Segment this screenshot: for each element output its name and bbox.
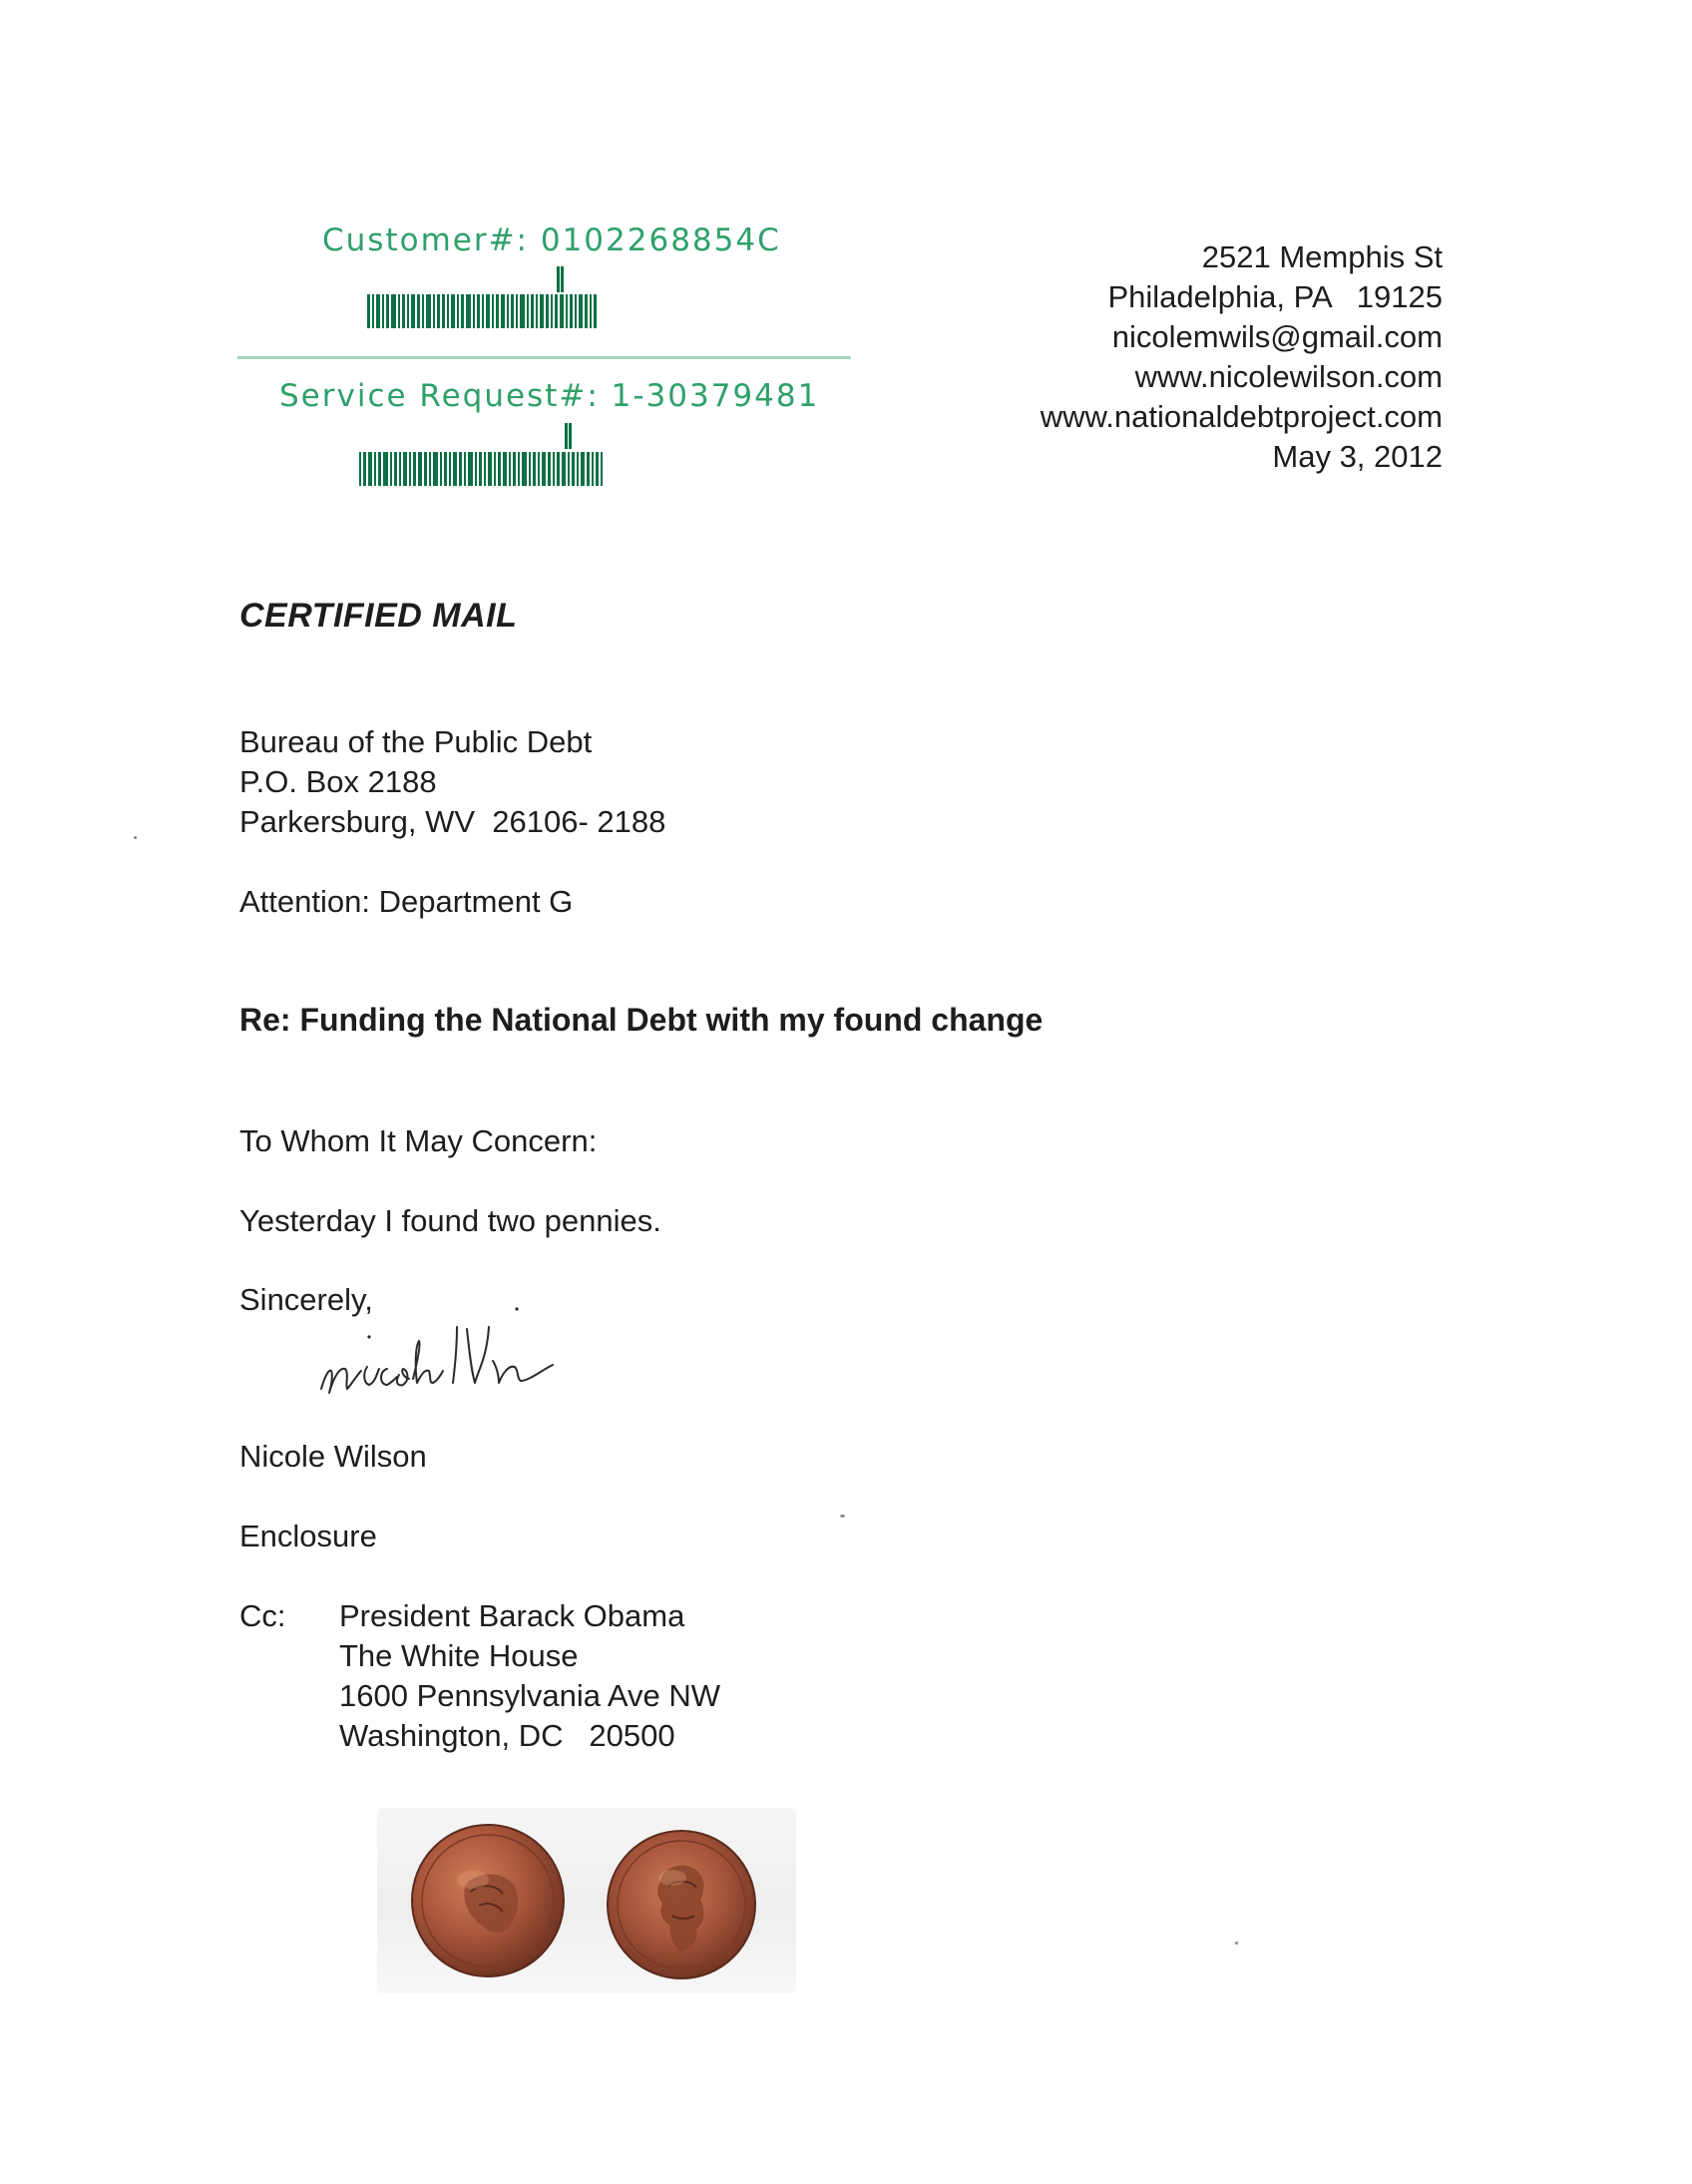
barcode-bar [453, 452, 457, 486]
barcode-bar [503, 452, 507, 486]
barcode-bar [403, 452, 407, 486]
sender-city: Philadelphia, PA 19125 [1107, 279, 1443, 314]
letter-date: May 3, 2012 [1272, 439, 1443, 474]
cc-name: President Barack Obama [339, 1598, 685, 1633]
barcode-bar [536, 294, 538, 328]
barcode-bar [372, 294, 374, 328]
penny-reverse-tails-icon [409, 1822, 567, 1979]
barcode-bar [363, 452, 366, 486]
barcode-bar [479, 452, 482, 486]
barcode-bar [533, 452, 536, 486]
certified-mail-heading: CERTIFIED MAIL [239, 597, 518, 635]
barcode-bar [399, 452, 401, 486]
barcode-stamp [237, 215, 851, 509]
barcode-bar [527, 294, 529, 328]
barcode-bar [409, 452, 411, 486]
barcode-bar [507, 294, 509, 328]
barcode-bar [386, 294, 389, 328]
barcode-bar [513, 452, 516, 486]
barcode-bar [575, 294, 577, 328]
recipient-city: Parkersburg, WV 26106- 2188 [239, 804, 666, 839]
service-request-barcode [359, 452, 605, 486]
barcode-bar [422, 294, 424, 328]
enclosure-note: Enclosure [239, 1519, 377, 1553]
barcode-bar [383, 452, 388, 486]
barcode-bar [426, 294, 431, 328]
sender-email: nicolemwils@gmail.com [1111, 319, 1443, 354]
salutation: To Whom It May Concern: [239, 1123, 598, 1158]
sender-website-project: www.nationaldebtproject.com [1040, 399, 1443, 434]
barcode-bar [457, 294, 459, 328]
barcode-bar [511, 294, 514, 328]
barcode-bar [424, 452, 427, 486]
recipient-po-box: P.O. Box 2188 [239, 764, 437, 799]
barcode-bar [540, 294, 544, 328]
barcode-bar [440, 452, 442, 486]
barcode-bar [359, 452, 361, 486]
barcode-bar [382, 294, 384, 328]
barcode-bar [570, 294, 573, 328]
barcode-bar [551, 294, 553, 328]
barcode-bar [394, 452, 397, 486]
barcode-bar [542, 452, 546, 486]
cc-label: Cc: [239, 1598, 286, 1633]
cc-city: Washington, DC 20500 [339, 1718, 675, 1753]
barcode-bar [473, 294, 475, 328]
barcode-bar [555, 294, 558, 328]
barcode-bar [468, 452, 473, 486]
barcode-bar [368, 452, 372, 486]
barcode-bar [601, 452, 603, 486]
barcode-bar [494, 452, 496, 486]
subject-line: Re: Funding the National Debt with my found change [239, 1002, 1044, 1038]
barcode-bar [566, 294, 568, 328]
barcode-bar [553, 452, 555, 486]
barcode-bar [477, 294, 480, 328]
barcode-bar [433, 294, 435, 328]
barcode-bar [568, 452, 570, 486]
barcode-bar [482, 294, 484, 328]
sender-website: www.nicolewilson.com [1134, 359, 1443, 394]
barcode-bar [447, 294, 449, 328]
barcode-bar [531, 294, 534, 328]
barcode-bar [560, 294, 564, 328]
barcode-bar [451, 294, 455, 328]
scan-speck [840, 1515, 845, 1518]
barcode-bar [577, 452, 579, 486]
barcode-bar [562, 452, 566, 486]
barcode-bar [433, 452, 438, 486]
barcode-bar [378, 452, 381, 486]
barcode-bar [594, 294, 597, 328]
barcode-bar [461, 294, 464, 328]
barcode-bar [516, 294, 518, 328]
barcode-bar [486, 294, 490, 328]
barcode-bar [374, 452, 376, 486]
barcode-bar [391, 294, 396, 328]
barcode-bar [492, 294, 494, 328]
letter-body: Yesterday I found two pennies. [239, 1203, 661, 1238]
barcode-bar [590, 294, 592, 328]
barcode-bar [557, 452, 560, 486]
barcode-bar [484, 452, 486, 486]
barcode-bar [407, 294, 409, 328]
barcode-bar [418, 452, 422, 486]
service-request-number: Service Request#: 1-30379481 [279, 378, 820, 414]
barcode-bar [417, 294, 420, 328]
barcode-bar [444, 452, 447, 486]
barcode-bar [459, 452, 462, 486]
barcode-bar [548, 452, 551, 486]
barcode-bar [509, 452, 511, 486]
sender-address [1041, 237, 1443, 477]
barcode-bar [538, 452, 540, 486]
barcode-bar [488, 452, 492, 486]
barcode-bar [367, 294, 370, 328]
barcode-bar [581, 452, 585, 486]
cc-address [339, 1596, 720, 1756]
barcode-bar [464, 452, 466, 486]
barcode-bar [376, 294, 380, 328]
barcode-bar [585, 294, 588, 328]
barcode-bar [442, 294, 445, 328]
barcode-bar [466, 294, 471, 328]
signer-name: Nicole Wilson [239, 1439, 427, 1474]
handwritten-signature [317, 1297, 636, 1407]
barcode-bar [398, 294, 400, 328]
barcode-bar [592, 452, 594, 486]
barcode-bar [529, 452, 531, 486]
barcode-bar [587, 452, 590, 486]
scan-speck [1235, 1942, 1238, 1945]
barcode-bar [402, 294, 405, 328]
barcode-bar [498, 452, 501, 486]
barcode-bar [449, 452, 451, 486]
cc-street: 1600 Pennsylvania Ave NW [339, 1678, 720, 1713]
cc-organization: The White House [339, 1638, 579, 1673]
barcode-bar [596, 452, 599, 486]
scan-speck [134, 836, 137, 839]
attention-line: Attention: Department G [239, 884, 574, 919]
customer-barcode [367, 294, 599, 328]
barcode-bar [429, 452, 431, 486]
barcode-bar [475, 452, 477, 486]
barcode-bar [390, 452, 392, 486]
barcode-marker-icon [565, 423, 572, 449]
barcode-bar [579, 294, 583, 328]
barcode-bar [496, 294, 499, 328]
stamp-divider [237, 356, 851, 359]
barcode-bar [518, 452, 520, 486]
barcode-bar [437, 294, 440, 328]
barcode-bar [546, 294, 549, 328]
barcode-marker-icon [557, 266, 564, 292]
barcode-bar [411, 294, 415, 328]
barcode-bar [501, 294, 505, 328]
closing: Sincerely, [239, 1282, 373, 1317]
recipient-name: Bureau of the Public Debt [239, 724, 593, 759]
barcode-bar [413, 452, 416, 486]
recipient-address [239, 722, 665, 842]
barcode-bar [520, 294, 525, 328]
penny-obverse-lincoln-icon [603, 1826, 760, 1983]
customer-number: Customer#: 0102268854C [322, 222, 781, 258]
barcode-bar [572, 452, 575, 486]
barcode-bar [522, 452, 527, 486]
sender-street: 2521 Memphis St [1201, 239, 1443, 274]
